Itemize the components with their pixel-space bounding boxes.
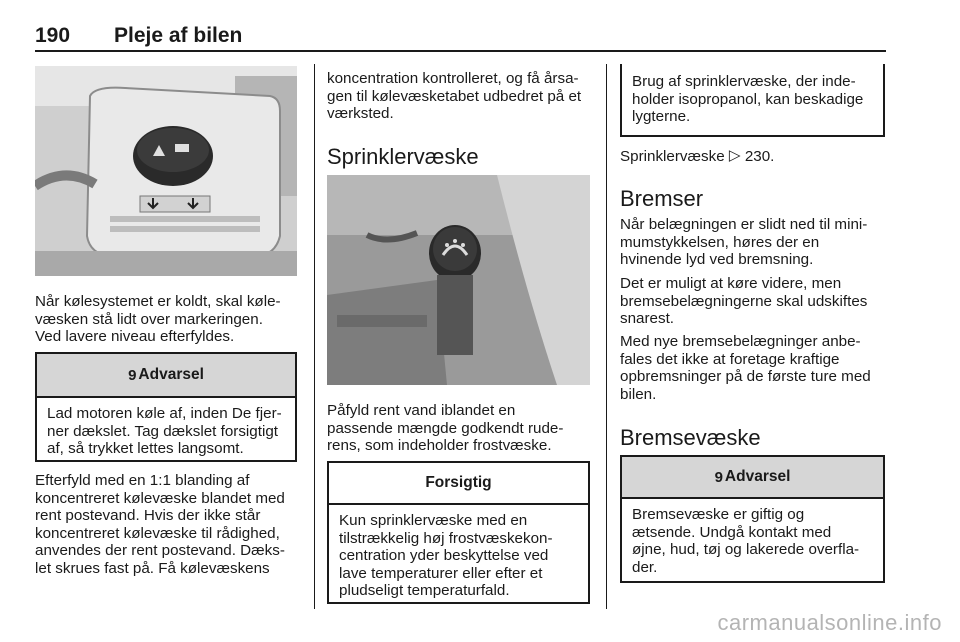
washer-fill-text: Påfyld rent vand iblandet en passende mængde godkendt rude- rens, som indeholder frostvæske. xyxy=(327,402,564,455)
column-divider-2 xyxy=(606,64,607,609)
cross-reference-page[interactable]: 230. xyxy=(744,148,775,165)
warning-title: Advarsel xyxy=(724,468,791,485)
coolant-reservoir-photo xyxy=(35,66,297,276)
warning-box-brake-fluid xyxy=(620,455,885,583)
section-heading-washer-fluid: Sprinklervæske xyxy=(327,144,479,169)
warning-box-coolant xyxy=(35,352,297,462)
coolant-refill-text: Efterfyld med en 1:1 blanding af koncentreret kølevæske blandet med rent postevand. Hvis der ikke står koncentreret kølevæske til rådighed, anvendes der rent postevand. Dæks- let skrues fast på. Få kølevæskens xyxy=(35,472,285,577)
warning-icon: 9 xyxy=(128,366,137,384)
cross-reference-arrow-icon[interactable]: ▷ xyxy=(728,147,741,164)
brakes-wear-text: Når belægningen er slidt ned til mini- mumstykkelsen, høres der en hvinende lyd ved bremsning. xyxy=(620,216,868,269)
cross-reference xyxy=(620,148,885,166)
washer-fluid-reservoir-photo xyxy=(327,175,590,385)
coolant-level-text: Når kølesystemet er koldt, skal køle- væsken stå lidt over markeringen. Ved lavere niveau efterfyldes. xyxy=(35,293,281,346)
column-divider-1 xyxy=(314,64,315,609)
watermark: carmanualsonline.info xyxy=(717,610,942,635)
warning-header xyxy=(37,354,295,398)
warning-icon: 9 xyxy=(714,468,723,486)
section-heading-brakes: Bremser xyxy=(620,186,704,211)
warning-text: Lad motoren køle af, inden De fjer- ner dækslet. Tag dækslet forsigtigt af, så trykket lettes langsomt. xyxy=(47,405,282,458)
page-title: Pleje af bilen xyxy=(114,24,243,47)
caution-header: Forsigtig xyxy=(329,463,588,505)
warning-title: Advarsel xyxy=(138,366,204,383)
cross-reference-label: Sprinklervæske xyxy=(620,148,725,165)
note-box-isopropanol xyxy=(620,64,885,137)
note-text: Brug af sprinklervæske, der inde- holder isopropanol, kan beskadige lygterne. xyxy=(632,73,864,126)
warning-text: Bremsevæske er giftig og ætsende. Undgå kontakt med øjne, hud, tøj og lakerede overfla- der. xyxy=(632,506,860,576)
header-rule xyxy=(35,50,886,52)
coolant-continued-text: koncentration kontrolleret, og få årsa- gen til kølevæsketabet udbedret på et værksted. xyxy=(327,70,582,123)
caution-box-washer xyxy=(327,461,590,604)
section-heading-brake-fluid: Bremsevæske xyxy=(620,425,761,450)
brakes-new-pads-text: Med nye bremsebelægninger anbe- fales det ikke at foretage kraftige opbremsninger på de første ture med bilen. xyxy=(620,333,871,403)
caution-text: Kun sprinklervæske med en tilstrækkelig høj frostvæskekon- centration yder beskyttelse ved lave temperaturer eller efter et pludseligt temperaturfald. xyxy=(339,512,553,600)
page-number: 190 xyxy=(35,24,71,47)
warning-header xyxy=(622,457,883,499)
brakes-continue-text: Det er muligt at køre videre, men bremsebelægningerne skal udskiftes snarest. xyxy=(620,275,868,328)
